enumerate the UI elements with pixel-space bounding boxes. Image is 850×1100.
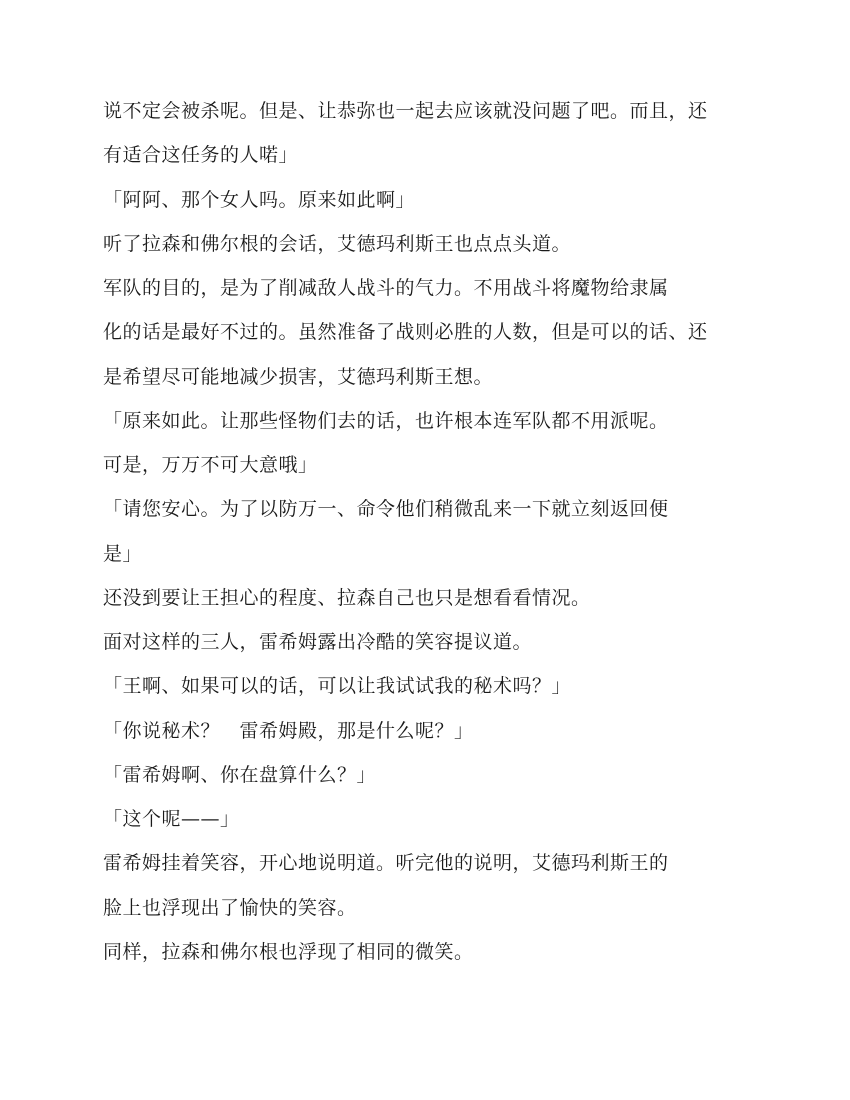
- text-line: 「你说秘术？ 雷希姆殿，那是什么呢？」: [103, 720, 474, 742]
- text-line: 「原来如此。让那些怪物们去的话，也许根本连军队都不用派呢。: [103, 410, 669, 432]
- text-line: 听了拉森和佛尔根的会话，艾德玛利斯王也点点头道。: [103, 233, 572, 255]
- text-line: 说不定会被杀呢。但是、让恭弥也一起去应该就没问题了吧。而且，还: [103, 100, 708, 122]
- text-line: 「阿阿、那个女人吗。原来如此啊」: [103, 189, 416, 211]
- text-line: 还没到要让王担心的程度、拉森自己也只是想看看情况。: [103, 587, 591, 609]
- text-line: 「请您安心。为了以防万一、命令他们稍微乱来一下就立刻返回便: [103, 498, 669, 520]
- text-line: 是希望尽可能地减少损害，艾德玛利斯王想。: [103, 366, 494, 388]
- text-line: 化的话是最好不过的。虽然准备了战则必胜的人数，但是可以的话、还: [103, 321, 708, 343]
- text-line: 是」: [103, 543, 143, 565]
- text-line: 同样，拉森和佛尔根也浮现了相同的微笑。: [103, 941, 474, 963]
- text-line: 面对这样的三人，雷希姆露出冷酷的笑容提议道。: [103, 631, 533, 653]
- text-line: 「雷希姆啊、你在盘算什么？」: [103, 764, 377, 786]
- text-line: 雷希姆挂着笑容，开心地说明道。听完他的说明，艾德玛利斯王的: [103, 852, 669, 874]
- text-line: 可是，万万不可大意哦」: [103, 454, 318, 476]
- text-line: 脸上也浮现出了愉快的笑容。: [103, 897, 357, 919]
- text-line: 「王啊、如果可以的话，可以让我试试我的秘术吗？」: [103, 675, 572, 697]
- text-line: 军队的目的，是为了削减敌人战斗的气力。不用战斗将魔物给隶属: [103, 277, 669, 299]
- text-line: 「这个呢——」: [103, 808, 240, 830]
- text-line: 有适合这任务的人喏」: [103, 144, 299, 166]
